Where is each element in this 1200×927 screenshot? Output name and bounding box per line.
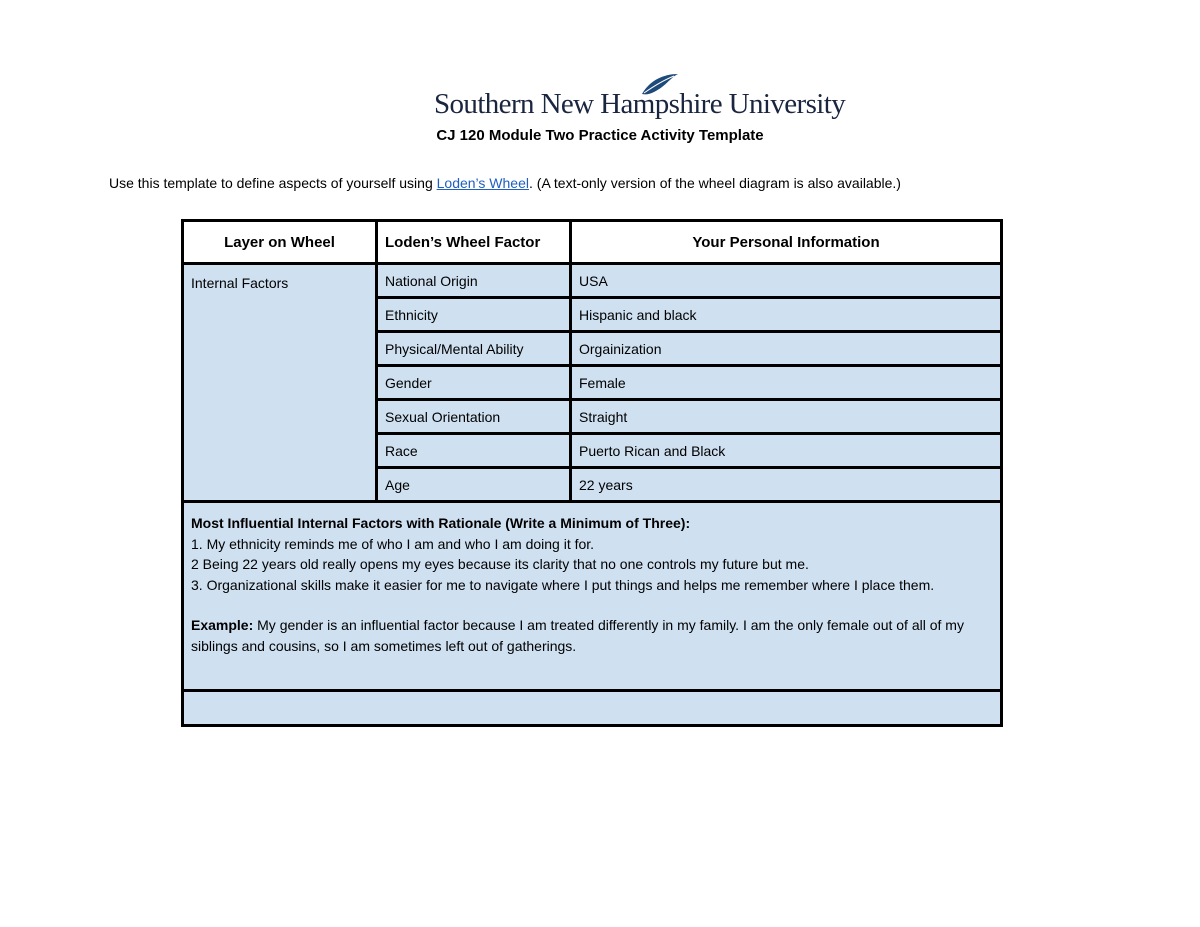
rationale-line-3: 3. Organizational skills make it easier for me to navigate where I put things and helps me remember where I place them. bbox=[191, 576, 935, 593]
factor-cell: Age bbox=[377, 468, 571, 502]
header-factor: Loden’s Wheel Factor bbox=[377, 221, 571, 264]
empty-row bbox=[183, 691, 1002, 726]
factor-cell: Race bbox=[377, 434, 571, 468]
header-row bbox=[183, 221, 1002, 264]
factor-cell: Ethnicity bbox=[377, 298, 571, 332]
example-text: My gender is an influential factor because I am treated differently in my family. I am the only female out of all of my siblings and cousins, so I am sometimes left out of gatherings. bbox=[191, 617, 964, 654]
rationale-heading: Most Influential Internal Factors with Rationale (Write a Minimum of Three): bbox=[191, 515, 691, 531]
rationale-cell[interactable] bbox=[183, 502, 1002, 691]
page-title: CJ 120 Module Two Practice Activity Template bbox=[436, 127, 764, 144]
factor-cell: Physical/Mental Ability bbox=[377, 332, 571, 366]
university-logo bbox=[434, 72, 846, 128]
layer-cell: Internal Factors bbox=[183, 264, 377, 502]
lodens-wheel-table bbox=[181, 219, 1003, 727]
header-personal-info: Your Personal Information bbox=[571, 221, 1002, 264]
example-paragraph bbox=[191, 615, 993, 656]
rationale-spacer bbox=[191, 595, 993, 615]
info-cell[interactable]: Female bbox=[571, 366, 1002, 400]
header-layer: Layer on Wheel bbox=[183, 221, 377, 264]
info-cell[interactable]: Puerto Rican and Black bbox=[571, 434, 1002, 468]
info-cell[interactable]: 22 years bbox=[571, 468, 1002, 502]
factor-cell: Sexual Orientation bbox=[377, 400, 571, 434]
rationale-line-2: 2 Being 22 years old really opens my eyes because its clarity that no one controls my future but me. bbox=[191, 556, 809, 572]
intro-text-after: . (A text-only version of the wheel diagram is also available.) bbox=[529, 175, 901, 191]
info-cell[interactable]: USA bbox=[571, 264, 1002, 298]
rationale-line-1: 1. My ethnicity reminds me of who I am and who I am doing it for. bbox=[191, 535, 595, 552]
info-cell[interactable]: Straight bbox=[571, 400, 1002, 434]
rationale-row bbox=[183, 502, 1002, 691]
lodens-wheel-link[interactable]: Loden’s Wheel bbox=[436, 175, 529, 191]
intro-paragraph bbox=[109, 175, 901, 191]
intro-text-before: Use this template to define aspects of yourself using bbox=[109, 175, 437, 191]
info-cell[interactable]: Hispanic and black bbox=[571, 298, 1002, 332]
factor-cell: National Origin bbox=[377, 264, 571, 298]
info-cell[interactable]: Orgainization bbox=[571, 332, 1002, 366]
empty-cell[interactable] bbox=[183, 691, 1002, 726]
factor-cell: Gender bbox=[377, 366, 571, 400]
example-label: Example: bbox=[191, 617, 254, 633]
table-row bbox=[183, 264, 1002, 298]
logo-text: Southern New Hampshire University bbox=[434, 88, 846, 120]
